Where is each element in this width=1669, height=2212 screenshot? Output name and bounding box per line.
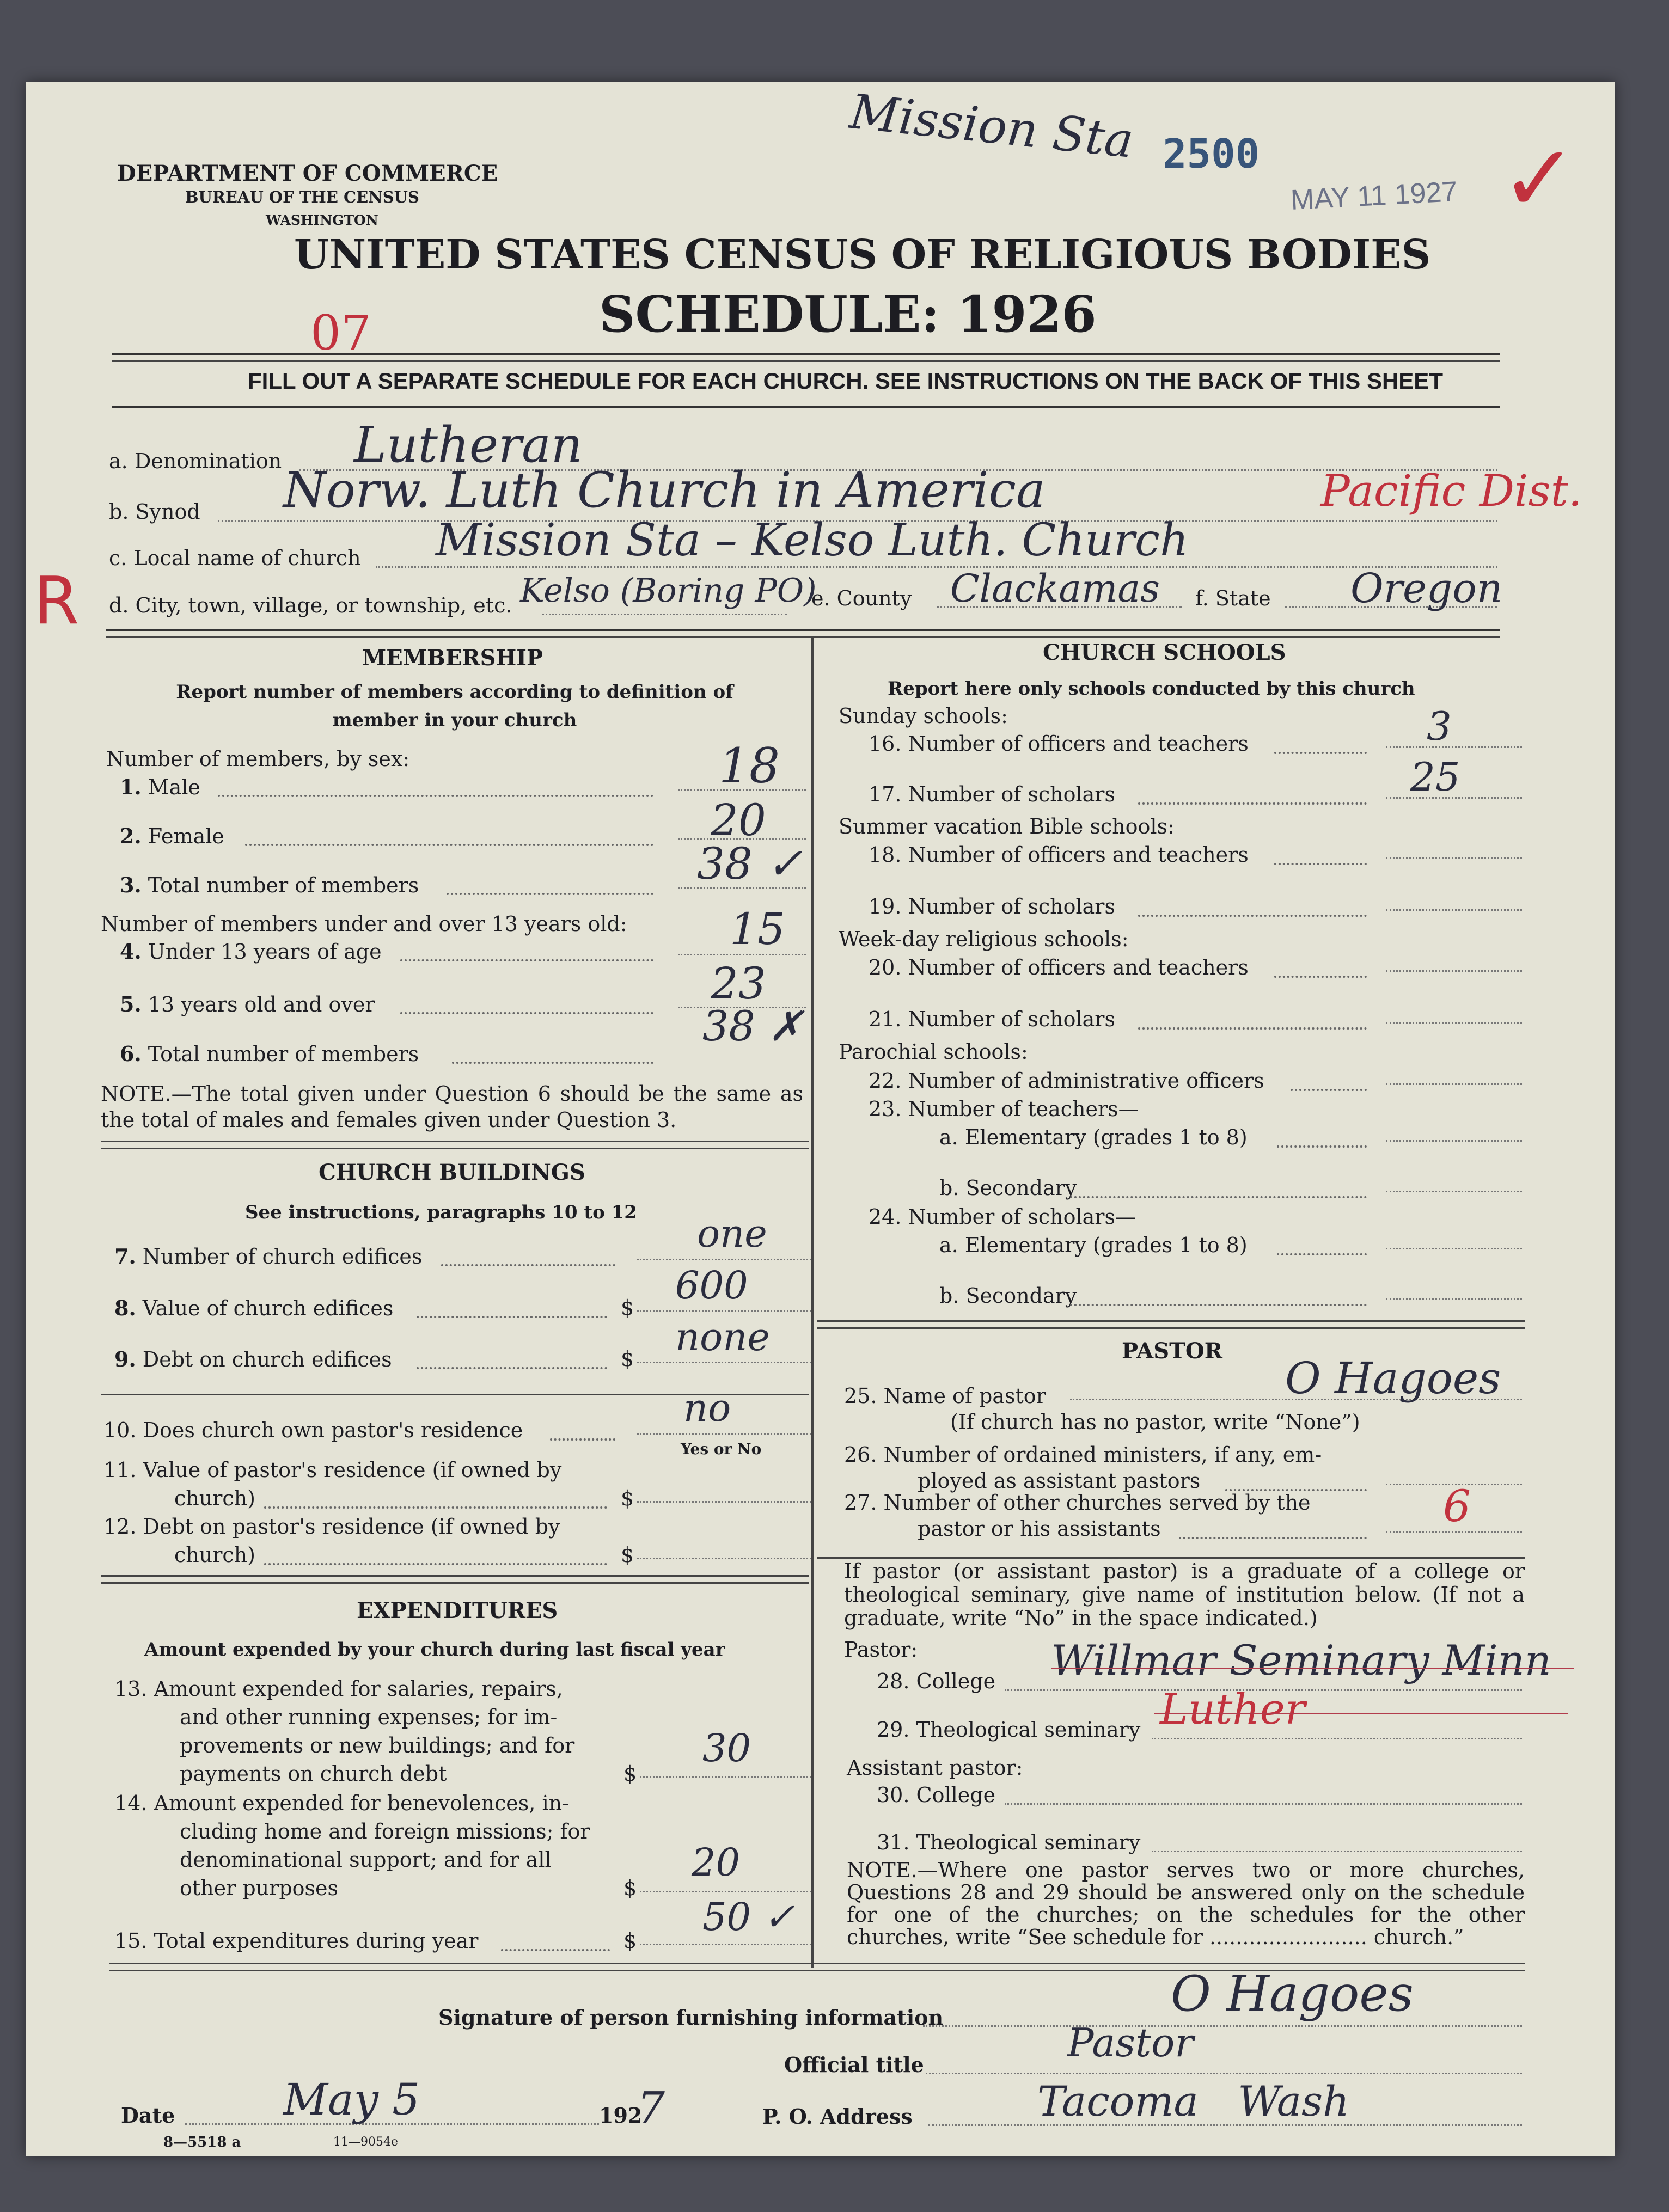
county-label: e. County xyxy=(811,586,912,610)
q10-field-line xyxy=(637,1433,811,1435)
yes-or-no-hint: Yes or No xyxy=(681,1440,762,1458)
q18-label: 18. Number of officers and teachers xyxy=(869,843,1249,867)
q13-line2: and other running expenses; for im- xyxy=(180,1705,558,1729)
synod-value[interactable]: Norw. Luth Church in America xyxy=(283,462,1046,519)
q26-label: 26. Number of ordained ministers, if any, em- xyxy=(844,1443,1322,1467)
po-address-value[interactable]: Tacoma Wash xyxy=(1037,2077,1350,2125)
leader xyxy=(417,1316,607,1318)
leader xyxy=(1138,1027,1367,1030)
q23a-field-line[interactable] xyxy=(1386,1140,1522,1142)
date-label: Date xyxy=(121,2103,175,2128)
q22-field-line[interactable] xyxy=(1386,1083,1522,1085)
red-strike-line xyxy=(1154,1713,1568,1714)
q16-value[interactable]: 3 xyxy=(1427,703,1452,749)
q14-line4: other purposes xyxy=(180,1876,339,1900)
assistant-pastor-subheading: Assistant pastor: xyxy=(847,1756,1023,1780)
q10-label: 10. Does church own pastor's residence xyxy=(103,1418,523,1442)
rule xyxy=(112,360,1500,362)
separate-schedule-instruction: FILL OUT A SEPARATE SCHEDULE FOR EACH CHURCH. SEE INSTRUCTIONS ON THE BACK OF THIS SHEET xyxy=(248,368,1443,394)
q30-label: 30. College xyxy=(877,1783,996,1807)
q12-label: 12. Debt on pastor's residence (if owned by xyxy=(103,1515,560,1539)
total-age-row xyxy=(120,1041,419,1066)
buildings-intro: See instructions, paragraphs 10 to 12 xyxy=(245,1202,637,1223)
expenditures-heading: EXPENDITURES xyxy=(357,1598,558,1623)
q24b-label: b. Secondary xyxy=(939,1284,1077,1308)
leader xyxy=(1138,802,1367,805)
under13-label: Under 13 years of age xyxy=(148,940,382,964)
q22-label: 22. Number of administrative officers xyxy=(869,1069,1264,1093)
leader xyxy=(1179,1537,1367,1539)
edifice-debt-label: Debt on church edifices xyxy=(142,1347,392,1371)
q27-value[interactable]: 6 xyxy=(1443,1481,1471,1531)
q23b-field-line[interactable] xyxy=(1386,1191,1522,1192)
membership-note: NOTE.—The total given under Question 6 should be the same as the total of males and females given under Question 3. xyxy=(101,1082,803,1132)
q25-label: 25. Name of pastor xyxy=(844,1384,1046,1408)
q31-label: 31. Theological seminary xyxy=(877,1830,1141,1854)
total-members-value[interactable]: 38 ✓ xyxy=(697,838,803,889)
q27-label-cont: pastor or his assistants xyxy=(918,1517,1161,1541)
q18-field-line[interactable] xyxy=(1386,857,1522,859)
leader xyxy=(1274,976,1367,978)
over13-row xyxy=(120,992,375,1016)
edifice-debt-value[interactable]: none xyxy=(675,1315,770,1359)
over13-label: 13 years old and over xyxy=(148,992,375,1016)
leader xyxy=(1277,1145,1367,1148)
by-sex-label: Number of members, by sex: xyxy=(106,747,410,771)
leader xyxy=(1291,1089,1367,1091)
synod-label: b. Synod xyxy=(109,500,200,524)
q19-label: 19. Number of scholars xyxy=(869,894,1115,918)
leader xyxy=(264,1563,607,1565)
city-field-line xyxy=(542,614,787,615)
q28-value[interactable]: Willmar Seminary Minn xyxy=(1051,1636,1551,1684)
red-r-mark: R xyxy=(34,563,80,639)
leader xyxy=(417,1367,607,1369)
leader xyxy=(400,959,653,961)
q24-label: 24. Number of scholars— xyxy=(869,1205,1136,1229)
local-name-value[interactable]: Mission Sta – Kelso Luth. Church xyxy=(436,514,1189,566)
edifices-row xyxy=(114,1244,422,1269)
red-check-mark: ✓ xyxy=(1500,125,1578,233)
leader xyxy=(447,893,653,895)
under13-value[interactable]: 15 xyxy=(730,904,785,954)
female-label: Female xyxy=(148,824,224,848)
total-members-label: Total number of members xyxy=(148,873,419,897)
q16-field-line xyxy=(1386,746,1522,748)
state-value[interactable]: Oregon xyxy=(1350,565,1503,612)
city-label: d. City, town, village, or township, etc. xyxy=(109,593,512,617)
leader xyxy=(1277,1253,1367,1255)
q25-hint: (If church has no pastor, write “None”) xyxy=(950,1410,1360,1434)
q31-field-line[interactable] xyxy=(1152,1851,1522,1852)
q10-value[interactable]: no xyxy=(683,1386,731,1430)
department-heading: DEPARTMENT OF COMMERCE xyxy=(117,161,498,186)
rule xyxy=(817,1320,1525,1322)
weekday-schools-label: Week-day religious schools: xyxy=(839,927,1129,951)
dollar-sign: $ xyxy=(621,1296,634,1320)
male-num: 1. xyxy=(120,775,142,799)
q15-label: 15. Total expenditures during year xyxy=(114,1929,479,1953)
leader xyxy=(245,844,653,846)
city-value[interactable]: Kelso (Boring PO) xyxy=(520,572,817,610)
under13-num: 4. xyxy=(120,939,142,964)
q15-value[interactable]: 50 ✓ xyxy=(702,1895,795,1939)
local-name-field-line xyxy=(376,566,1497,568)
q23b-label: b. Secondary xyxy=(939,1176,1077,1200)
rule xyxy=(112,406,1500,408)
q27-label: 27. Number of other churches served by the xyxy=(844,1491,1311,1515)
q21-field-line[interactable] xyxy=(1386,1022,1522,1024)
pastor-heading: PASTOR xyxy=(1122,1338,1222,1364)
q14-line3: denominational support; and for all xyxy=(180,1848,552,1872)
rule xyxy=(101,1575,809,1577)
q21-label: 21. Number of scholars xyxy=(869,1007,1115,1031)
pastor-note: NOTE.—Where one pastor serves two or more churches, Questions 28 and 29 should be answered only on the schedule for one of the churches; on the schedules for the other churches, write “See schedule for ........................ church.” xyxy=(847,1858,1525,1949)
leader xyxy=(1070,1304,1367,1306)
rule xyxy=(817,1327,1525,1329)
male-value[interactable]: 18 xyxy=(719,738,780,794)
leader xyxy=(1274,752,1367,754)
po-address-label: P. O. Address xyxy=(762,2104,913,2129)
membership-intro: Report number of members according to definition of member in your church xyxy=(176,681,733,731)
received-date-stamp: MAY 11 1927 xyxy=(1289,176,1458,216)
edifice-value-value[interactable]: 600 xyxy=(675,1263,748,1308)
summer-schools-label: Summer vacation Bible schools: xyxy=(839,814,1175,838)
edifice-value-row xyxy=(114,1296,393,1320)
q26-label-cont: ployed as assistant pastors xyxy=(918,1469,1201,1493)
rule xyxy=(817,1557,1525,1559)
q11-label-cont: church) xyxy=(174,1486,255,1510)
q24b-field-line[interactable] xyxy=(1386,1298,1522,1300)
year-value[interactable]: 7 xyxy=(637,2082,665,2133)
leader xyxy=(1138,915,1367,917)
q20-field-line[interactable] xyxy=(1386,970,1522,972)
q12-field-line[interactable] xyxy=(637,1558,811,1559)
male-row xyxy=(120,775,200,799)
edifices-value[interactable]: one xyxy=(697,1211,767,1256)
male-label: Male xyxy=(148,775,200,799)
q20-label: 20. Number of officers and teachers xyxy=(869,955,1249,979)
edifices-field-line xyxy=(637,1259,811,1260)
bureau-heading: BUREAU OF THE CENSUS xyxy=(185,188,419,206)
county-value[interactable]: Clackamas xyxy=(950,566,1160,611)
total-age-label: Total number of members xyxy=(148,1042,419,1066)
leader xyxy=(1274,863,1367,865)
q27-field-line xyxy=(1386,1531,1522,1533)
age-intro: Number of members under and over 13 years old: xyxy=(101,912,627,936)
under13-row xyxy=(120,939,382,964)
rule xyxy=(112,353,1500,355)
rule xyxy=(109,1963,1525,1964)
q29-value[interactable]: Luther xyxy=(1160,1685,1306,1734)
q13-line1: 13. Amount expended for salaries, repairs, xyxy=(114,1677,563,1701)
dollar-sign: $ xyxy=(623,1876,637,1900)
q29-field-line xyxy=(1152,1738,1522,1739)
rule xyxy=(101,1582,809,1584)
dollar-sign: $ xyxy=(623,1929,637,1953)
sunday-schools-label: Sunday schools: xyxy=(839,704,1008,728)
total-members-row xyxy=(120,873,419,897)
q15-field-line xyxy=(640,1944,811,1945)
washington-heading: WASHINGTON xyxy=(266,212,378,228)
edifice-debt-row xyxy=(114,1347,392,1371)
q11-field-line[interactable] xyxy=(637,1501,811,1503)
q13-field-line xyxy=(640,1776,811,1778)
female-num: 2. xyxy=(120,824,142,848)
q19-field-line[interactable] xyxy=(1386,909,1522,911)
female-value[interactable]: 20 xyxy=(711,795,766,845)
leader xyxy=(1070,1196,1367,1198)
rule xyxy=(106,629,1500,631)
state-label: f. State xyxy=(1195,586,1271,610)
year-prefix: 192 xyxy=(599,2103,643,2128)
official-title-field-line xyxy=(926,2073,1522,2074)
dollar-sign: $ xyxy=(621,1543,634,1567)
synod-red-annotation: Pacific Dist. xyxy=(1320,465,1582,516)
dollar-sign: $ xyxy=(621,1347,634,1371)
q23-label: 23. Number of teachers— xyxy=(869,1097,1139,1121)
local-name-label: c. Local name of church xyxy=(109,546,361,570)
q30-field-line[interactable] xyxy=(1005,1803,1522,1805)
dollar-sign: $ xyxy=(621,1486,634,1510)
red-code-number: 07 xyxy=(310,305,371,361)
q13-line4: payments on church debt xyxy=(180,1762,447,1786)
total-age-value[interactable]: 38 ✗ xyxy=(702,1002,803,1050)
edifices-label: Number of church edifices xyxy=(142,1245,423,1269)
q23a-label: a. Elementary (grades 1 to 8) xyxy=(939,1125,1248,1149)
over13-num: 5. xyxy=(120,992,142,1016)
q14-value[interactable]: 20 xyxy=(692,1840,741,1885)
q29-label: 29. Theological seminary xyxy=(877,1718,1141,1742)
q17-label: 17. Number of scholars xyxy=(869,782,1115,806)
q12-label-cont: church) xyxy=(174,1543,255,1567)
pastor-subheading: Pastor: xyxy=(844,1638,918,1662)
q14-line2: cluding home and foreign missions; for xyxy=(180,1819,590,1843)
q24a-field-line[interactable] xyxy=(1386,1248,1522,1249)
signature-field-line xyxy=(923,2025,1522,2027)
form-number: 8—5518 a xyxy=(163,2134,241,2150)
q14-field-line xyxy=(640,1891,811,1892)
rule xyxy=(106,636,1500,638)
red-strike-line xyxy=(1051,1668,1574,1669)
official-title-label: Official title xyxy=(784,2052,924,2077)
graduate-instruction: If pastor (or assistant pastor) is a graduate of a college or theological seminary, give name of institution below. (If not a graduate, write “No” in the space indicated.) xyxy=(844,1559,1525,1630)
leader xyxy=(218,795,653,797)
schools-heading: CHURCH SCHOOLS xyxy=(1043,640,1286,665)
q17-value[interactable]: 25 xyxy=(1410,754,1460,800)
leader xyxy=(400,1012,653,1014)
leader xyxy=(550,1438,615,1441)
record-number-stamp: 2500 xyxy=(1163,131,1260,177)
q13-line3: provements or new buildings; and for xyxy=(180,1733,575,1757)
rule xyxy=(101,1141,809,1142)
q13-value[interactable]: 30 xyxy=(702,1726,751,1770)
leader xyxy=(501,1949,610,1951)
date-value[interactable]: May 5 xyxy=(283,2074,420,2125)
edifice-value-num: 8. xyxy=(114,1296,136,1320)
dollar-sign: $ xyxy=(623,1762,637,1786)
total-members-num: 3. xyxy=(120,873,142,897)
signature-value[interactable]: O Hagoes xyxy=(1171,1965,1414,2023)
membership-heading: MEMBERSHIP xyxy=(362,645,543,671)
print-number: 11—9054e xyxy=(333,2135,399,2149)
q28-label: 28. College xyxy=(877,1669,996,1693)
column-divider xyxy=(811,637,814,1968)
parochial-schools-label: Parochial schools: xyxy=(839,1040,1028,1064)
q11-label: 11. Value of pastor's residence (if owned by xyxy=(103,1458,562,1482)
edifice-value-label: Value of church edifices xyxy=(142,1296,394,1320)
official-title-value[interactable]: Pastor xyxy=(1067,2020,1194,2066)
q14-line1: 14. Amount expended for benevolences, in- xyxy=(114,1791,569,1815)
form-title: UNITED STATES CENSUS OF RELIGIOUS BODIES xyxy=(294,231,1431,278)
form-subtitle: SCHEDULE: 1926 xyxy=(599,285,1097,344)
edifice-debt-field-line xyxy=(637,1362,811,1363)
buildings-heading: CHURCH BUILDINGS xyxy=(319,1160,585,1185)
signature-label: Signature of person furnishing information xyxy=(438,2005,944,2030)
rule xyxy=(101,1148,809,1149)
leader xyxy=(264,1506,607,1509)
expenditures-intro: Amount expended by your church during last fiscal year xyxy=(144,1639,725,1660)
q16-label: 16. Number of officers and teachers xyxy=(869,732,1249,756)
q24a-label: a. Elementary (grades 1 to 8) xyxy=(939,1233,1248,1257)
edifices-num: 7. xyxy=(114,1244,136,1269)
leader xyxy=(441,1264,615,1266)
denomination-label: a. Denomination xyxy=(109,449,282,473)
over13-value[interactable]: 23 xyxy=(711,958,766,1009)
handwritten-mission-station-note: Mission Sta xyxy=(847,83,1136,169)
q25-value[interactable]: O Hagoes xyxy=(1285,1353,1501,1404)
edifice-value-field-line xyxy=(637,1310,811,1312)
edifice-debt-num: 9. xyxy=(114,1347,136,1371)
schools-intro: Report here only schools conducted by this church xyxy=(888,678,1415,700)
total-age-num: 6. xyxy=(120,1041,142,1066)
leader xyxy=(452,1062,653,1064)
denomination-value[interactable]: Lutheran xyxy=(354,416,583,474)
female-row xyxy=(120,824,224,848)
